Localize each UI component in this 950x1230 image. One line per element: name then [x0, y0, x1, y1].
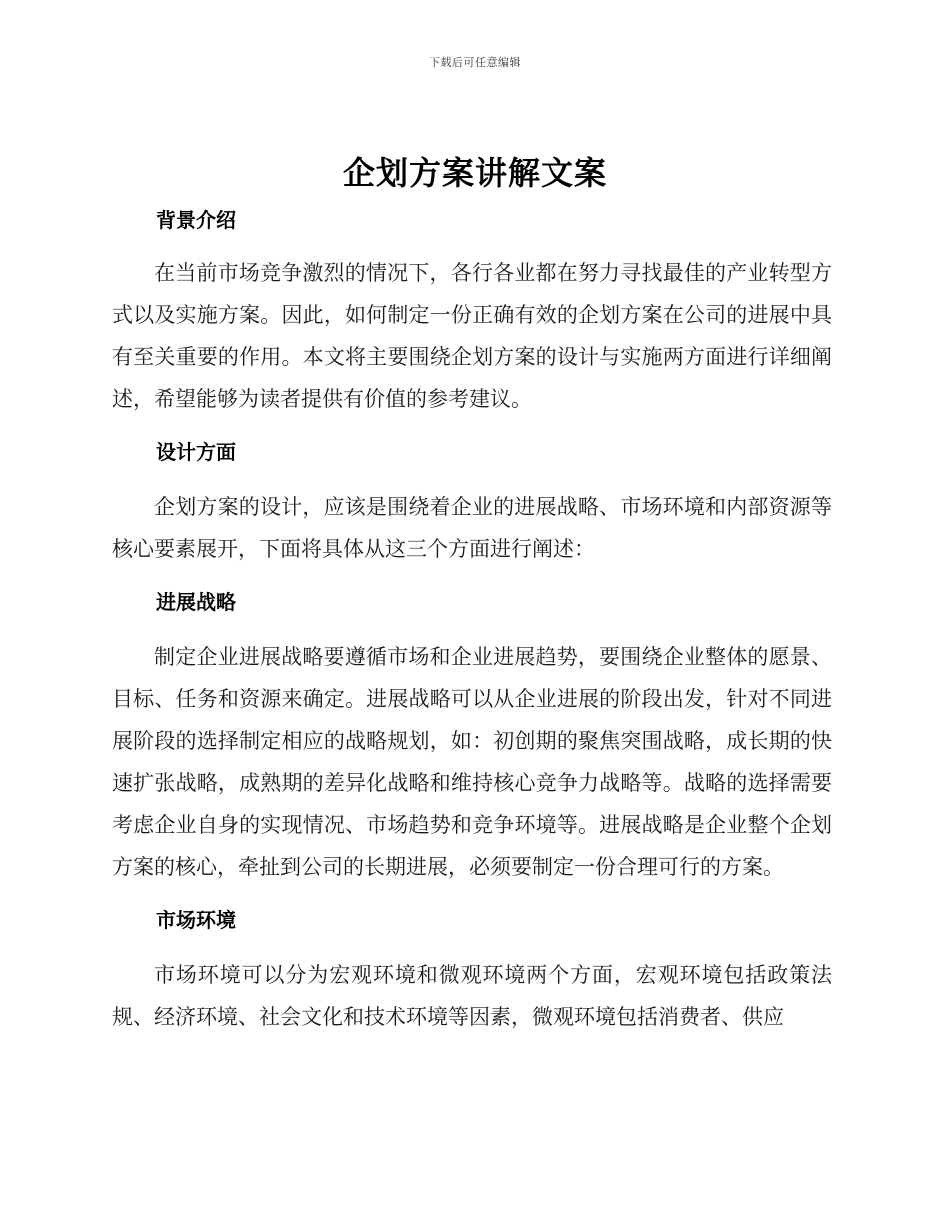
section-heading-strategy: 进展战略: [156, 590, 236, 614]
section-heading-design: 设计方面: [156, 440, 236, 464]
section-paragraph-design: 企划方案的设计，应该是围绕着企业的进展战略、市场环境和内部资源等核心要素展开，下面将具体从这三个方面进行阐述：: [112, 495, 832, 561]
document-title: 企划方案讲解文案: [342, 154, 607, 192]
document-body: [112, 200, 832, 1038]
section-paragraph-market: 市场环境可以分为宏观环境和微观环境两个方面，宏观环境包括政策法规、经济环境、社会文化和技术环境等因素，微观环境包括消费者、供应: [112, 963, 832, 1029]
section-heading-market: 市场环境: [156, 908, 236, 932]
section-paragraph-background: 在当前市场竞争激烈的情况下，各行各业都在努力寻找最佳的产业转型方式以及实施方案。因此，如何制定一份正确有效的企划方案在公司的进展中具有至关重要的作用。本文将主要围绕企划方案的设计与实施两方面进行详细阐述，希望能够为读者提供有价值的参考建议。: [112, 261, 832, 411]
page-header-note: 下载后可任意编辑: [429, 56, 521, 69]
section-paragraph-strategy: 制定企业进展战略要遵循市场和企业进展趋势，要围绕企业整体的愿景、目标、任务和资源来确定。进展战略可以从企业进展的阶段出发，针对不同进展阶段的选择制定相应的战略规划，如：初创期的聚焦突围战略，成长期的快速扩张战略，成熟期的差异化战略和维持核心竞争力战略等。战略的选择需要考虑企业自身的实现情况、市场趋势和竞争环境等。进展战略是企业整个企划方案的核心，牵扯到公司的长期进展，必须要制定一份合理可行的方案。: [112, 645, 832, 879]
section-heading-background: 背景介绍: [156, 208, 236, 232]
